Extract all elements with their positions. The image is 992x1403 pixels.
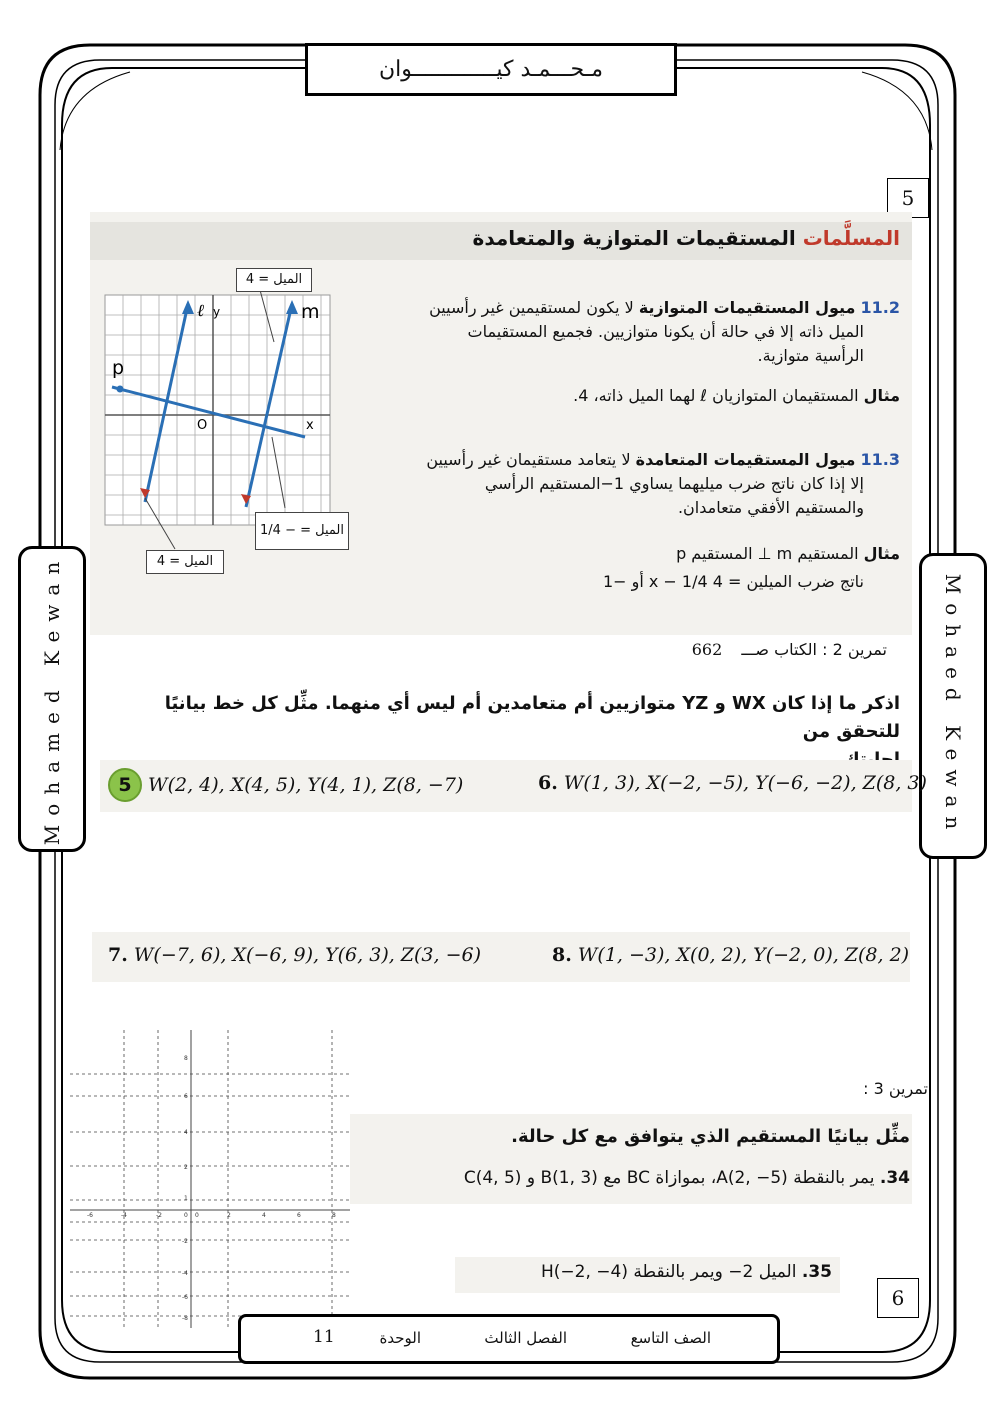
line-m-label: m	[301, 301, 320, 323]
right-side-label: Mohaed Kewan	[941, 573, 966, 839]
exercise-item-7	[108, 944, 481, 966]
grid-x-tick: 2	[227, 1212, 231, 1219]
postulate-11-2-title: ميول المستقيمات المتوازية	[638, 298, 856, 317]
footer-unit: الوحدة	[379, 1329, 421, 1347]
footer-chapter: الفصل الثالث	[484, 1329, 567, 1347]
grid-x-tick: 0	[195, 1212, 199, 1219]
exercise-7-text: W(−7, 6), X(−6, 9), Y(6, 3), Z(3, −6)	[133, 944, 482, 966]
exercise-6-number: 6.	[538, 772, 558, 794]
exercise-3-instruction: مثِّل بيانيًا المستقيم الذي يتوافق مع كل حالة.	[511, 1126, 910, 1147]
footer-unit-number: 11	[313, 1327, 335, 1347]
grid-y-tick: 1	[184, 1195, 188, 1202]
exercise-35-number: 35.	[801, 1262, 832, 1282]
exercise-6-text: W(1, 3), X(−2, −5), Y(−6, −2), Z(8, 3)	[563, 772, 927, 794]
exercise-item-34	[464, 1168, 910, 1188]
blank-coordinate-grid	[70, 1030, 350, 1328]
postulate-11-3-title: ميول المستقيمات المتعامدة	[635, 450, 856, 469]
postulate-11-2-text-1: لا يكون لمستقيمين غير رأسيين	[429, 298, 634, 317]
postulate-11-2-text-2: الميل ذاته إلا في حالة أن يكونا متوازيين. فجميع المستقيمات	[467, 322, 864, 341]
postulate-11-2-text-3: الرأسية متوازية.	[757, 346, 864, 365]
page-number-bottom: 6	[877, 1278, 919, 1318]
grid-y-tick: 6	[184, 1093, 188, 1100]
footer-grade: الصف التاسع	[630, 1329, 711, 1347]
origin-label: O	[197, 418, 208, 433]
example-2-text-2: ناتج ضرب الميلين = 4 x − 1/4 أو −1	[602, 572, 864, 591]
book-title-accent: المسلَّمات	[802, 226, 900, 250]
exercise-item-6	[538, 772, 927, 794]
grid-y-tick: 0	[184, 1212, 188, 1219]
exercise-2-label-row	[692, 640, 887, 659]
postulate-11-3	[370, 448, 900, 594]
book-section-title	[473, 226, 900, 250]
grid-y-tick: -4	[182, 1270, 188, 1277]
exercise-8-number: 8.	[552, 944, 572, 966]
exercise-2-page: 662	[691, 640, 723, 659]
grid-y-tick: 2	[184, 1164, 188, 1171]
slope-label-bottom: الميل = 4	[146, 550, 224, 574]
footer-box	[238, 1314, 780, 1364]
grid-y-tick: -8	[182, 1315, 188, 1322]
grid-y-tick: -2	[182, 1238, 188, 1245]
exercise-item-8	[552, 944, 909, 966]
grid-x-tick: 4	[262, 1212, 266, 1219]
slope-label-top: الميل = 4	[236, 268, 312, 292]
grid-x-tick: -2	[156, 1212, 162, 1219]
exercise-3-label: تمرين 3 :	[863, 1079, 928, 1098]
exercise-34-text: يمر بالنقطة A(2, −5)، بموازاة BC مع B(1, 3) و C(4, 5)	[463, 1168, 875, 1188]
grid-x-tick: 8	[332, 1212, 336, 1219]
slope-label-right: الميل = − 1/4	[255, 512, 349, 550]
exercise-item-5	[108, 768, 463, 802]
example-1-text: المستقيمان المتوازيان ℓ لهما الميل ذاته، 4.	[573, 386, 859, 405]
line-l-label: ℓ	[197, 301, 205, 321]
exercise-35-text: الميل 2− ويمر بالنقطة H(−2, −4)	[541, 1262, 797, 1282]
grid-x-tick: 6	[297, 1212, 301, 1219]
exercise-5-number-badge: 5	[108, 768, 142, 802]
postulate-11-2	[370, 296, 900, 408]
exercise-5-text: W(2, 4), X(4, 5), Y(4, 1), Z(8, −7)	[148, 774, 464, 796]
exercise-7-number: 7.	[108, 944, 128, 966]
example-1-label: مثال	[863, 386, 900, 405]
left-side-label: Mohamed Kewan	[40, 552, 65, 846]
exercise-34-number: 34.	[879, 1168, 910, 1188]
grid-y-tick: 8	[184, 1055, 188, 1062]
header-title-box	[305, 43, 677, 96]
book-title-rest: المستقيمات المتوازية والمتعامدة	[472, 226, 796, 250]
exercise-item-35	[541, 1262, 832, 1282]
postulate-11-2-number: 11.2	[860, 298, 900, 317]
x-axis-label: x	[306, 418, 314, 433]
postulate-11-3-text-3: والمستقيم الأفقي متعامدان.	[677, 498, 864, 517]
exercise-2-instruction-1: اذكر ما إذا كان WX و YZ متوازيين أم متعامدين أم ليس أي منهما. مثِّل كل خط بيانيًا للتحقق من	[164, 693, 900, 742]
exercise-2-label: تمرين 2 : الكتاب صـــ	[741, 640, 887, 659]
example-2-text: المستقيم m ⊥ المستقيم p	[676, 544, 859, 563]
postulate-11-3-text-2: إلا إذا كان ناتج ضرب ميليهما يساوي 1−المستقيم الرأسي	[484, 474, 864, 493]
grid-x-tick: -4	[121, 1212, 127, 1219]
grid-x-tick: -6	[87, 1212, 93, 1219]
line-p-label: p	[112, 357, 125, 379]
grid-y-tick: 4	[184, 1129, 188, 1136]
postulate-11-3-number: 11.3	[860, 450, 900, 469]
grid-y-tick: -6	[182, 1294, 188, 1301]
postulate-11-3-text-1: لا يتعامد مستقيمان غير رأسيين	[426, 450, 631, 469]
header-title: مـحـــمـد كيـــــــــــــوان	[378, 57, 603, 82]
example-2-label: مثال	[863, 544, 900, 563]
left-side-label-box	[18, 546, 86, 852]
exercise-8-text: W(1, −3), X(0, 2), Y(−2, 0), Z(8, 2)	[577, 944, 910, 966]
page-number-top: 5	[887, 178, 929, 218]
right-side-label-box	[919, 553, 987, 859]
y-axis-label: y	[213, 305, 221, 319]
